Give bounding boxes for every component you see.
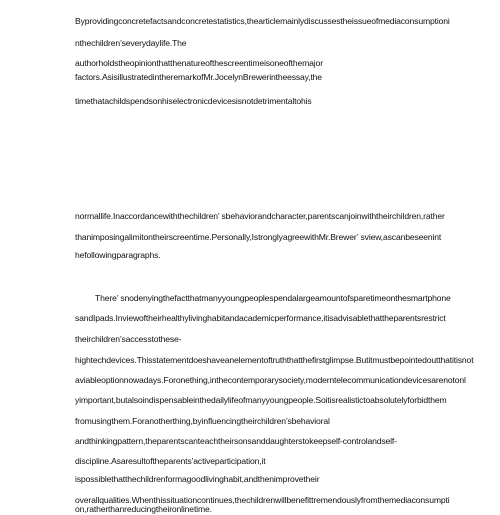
text-line: on,ratherthanreducingtheironlinetime. [75, 504, 212, 514]
text-line: yimportant,butalsoindispensableinthedailylifeofmanyyoungpeople.Soitisrealistictoabsolutelyforbidthem [75, 395, 447, 405]
text-line: discipline.Asaresultoftheparents’activeparticipation,it [75, 456, 266, 466]
text-line: theirchildren’saccesstothese- [75, 334, 182, 344]
text-line: There’ snodenyingthefactthatmanyyoungpeoplespendalargeamountofsparetimeonthesmartphone [95, 293, 451, 303]
text-line: timethatachildspendsonhiselectronicdevicesisnotdetrimentaltohis [75, 96, 312, 106]
text-line: sandIpads.Inviewoftheirhealthylivinghabitandacademicperformance,itisadvisablethattheparentsrestrict [75, 313, 446, 323]
text-line: hightechdevices.Thisstatementdoeshaveanelementoftruththatthefirstglimpse.Butitmustbepointedoutthatitisnot [75, 355, 474, 365]
text-line: ispossiblethatthechildrenformagoodlivinghabit,andthenimprovetheir [75, 474, 320, 484]
text-line: overallqualities.Whenthissituationcontinues,thechildrenwillbenefittremendouslyfromthemediaconsumpti [75, 495, 450, 505]
text-line: Byprovidingconcretefactsandconcretestatistics,thearticlemainlydiscussestheissueofmediaconsumptioni [75, 16, 450, 26]
text-line: factors.AsisillustratedintheremarkofMr.JocelynBrewerintheessay,the [75, 72, 322, 82]
text-line: aviableoptionnowadays.Foronething,inthecontemporarysociety,moderntelecommunicationdevicesarenotonl [75, 375, 466, 385]
text-line: fromusingthem.Foranotherthing,byinfluencingtheirchildren’sbehavioral [75, 416, 330, 426]
text-line: nthechildren’severydaylife.The [75, 38, 187, 48]
text-line: thanimposingalimitontheirscreentime.Personally,IstronglyagreewithMr.Brewer’ sview,ascanbeseenint [75, 232, 442, 242]
text-line: normallife.Inaccordancewiththechildren’ sbehaviorandcharacter,parentscanjoinwiththeirchildren,rather [75, 211, 445, 221]
text-line: andthinkingpattern,theparentscanteachtheirsonsanddaughterstokeepself-controlandself- [75, 436, 397, 446]
text-line: authorholdstheopinionthatthenatureofthescreentimeisoneofthemajor [75, 58, 323, 68]
text-line: hefollowingparagraphs. [75, 250, 161, 260]
